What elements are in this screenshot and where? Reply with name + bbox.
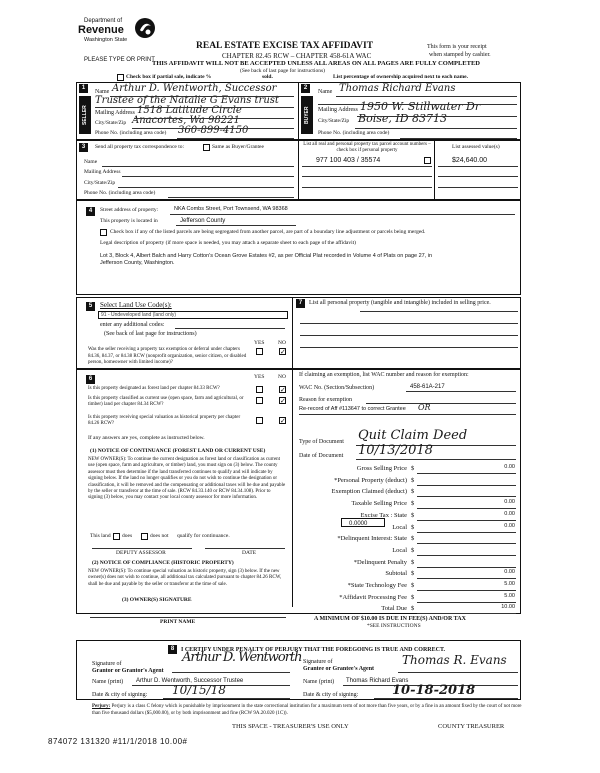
buyer-name-label: Name <box>318 89 333 95</box>
exemption-claim-label: If claiming an exemption, list WAC number and reason for exemption: <box>299 372 469 378</box>
assessed-header: List assessed value(s) <box>452 144 500 150</box>
notice-2-title: (2) NOTICE OF COMPLIANCE (HISTORIC PROPERTY) <box>92 560 234 566</box>
land-use-q1-yes[interactable] <box>256 348 263 355</box>
tax-row-label: Local <box>392 523 407 531</box>
minimum-note: A MINIMUM OF $10.00 IS DUE IN FEE(S) AND/OR TAX <box>314 616 466 622</box>
corr-name-label: Name <box>84 159 98 165</box>
tax-row-label: *Delinquent Penalty <box>353 558 407 566</box>
personal-property-text: List all personal property (tangible and intangible) included in selling price. <box>309 300 491 306</box>
dor-logo <box>78 14 158 50</box>
county-treasurer: COUNTY TREASURER <box>438 723 505 730</box>
section-4-badge: 4 <box>86 207 95 216</box>
does-not-qualify-checkbox[interactable] <box>141 533 148 540</box>
tax-row-value[interactable]: 0.00 <box>504 522 515 529</box>
qualify-label: qualify for continuance. <box>177 533 230 539</box>
tax-row-value[interactable]: 0.00 <box>504 499 515 506</box>
land-does-label: This land <box>90 533 111 539</box>
segregated-label: Check box if any of the listed parcels are being segregated from another parcel, are part of a boundary line adjustment or parcels being merged. <box>110 229 426 235</box>
notice-2-body: NEW OWNER(S): To continue special valuation as historic property, sign (3) below. If the new owner(s) does not wish to continue, all additional tax calculated pursuant to chapter 84.26 RCW, shall be due and payable by the seller or transferor at the time of sale. <box>88 569 282 587</box>
tax-row-dollar: $ <box>411 570 415 578</box>
legal-description-1[interactable]: Lot 3, Block 4, Albert Balch and Harry Cotton's Ocean Grove Estates #2, as per Official Plat recorded in Volume 4 of Plats on page 27, in <box>100 253 433 259</box>
tax-row-dollar: $ <box>411 535 415 543</box>
ownership-note: List percentage of ownership acquired next to each name. <box>333 74 468 80</box>
doc-type-label: Type of Document <box>299 439 344 445</box>
grantor-date-label: Date & city of signing: <box>92 692 148 698</box>
grantor-signature[interactable]: Arthur D. Wentworth <box>182 650 302 665</box>
forest-q1: Is this property designated as forest land per chapter 84.33 RCW? <box>88 386 220 391</box>
corr-phone-label: Phone No. (including area code) <box>84 190 156 196</box>
wac-value[interactable]: 458-61A-217 <box>410 384 445 390</box>
dor-swirl-icon <box>134 16 156 40</box>
tax-row-dollar: $ <box>411 465 415 472</box>
forest-q2: Is this property classified as current use (open space, farm and agricultural, or timber) land per chapter 84.34 RCW? <box>88 396 244 407</box>
seller-city[interactable]: Anacortes, Wa 98221 <box>132 115 240 126</box>
forest-any-yes: If any answers are yes, complete as instructed below. <box>88 435 205 441</box>
grantee-name[interactable]: Thomas Richard Evans <box>346 678 409 684</box>
land-use-label: Select Land Use Code(s): <box>100 301 172 309</box>
certify-text: I CERTIFY UNDER PENALTY OF PERJURY THAT THE FOREGOING IS TRUE AND CORRECT. <box>181 647 446 653</box>
dept-of-label: Department of <box>84 18 123 24</box>
assessed-value[interactable]: $24,640.00 <box>452 157 488 164</box>
tax-row-value[interactable]: 5.00 <box>504 581 515 587</box>
seller-name-2[interactable]: Trustee of the Natalie G Evans trust <box>95 95 279 106</box>
personal-property-checkbox-1[interactable] <box>424 157 431 164</box>
section-2-badge: 2 <box>301 84 310 93</box>
land-use-q1-no[interactable]: ✓ <box>280 348 286 356</box>
land-use-code: 91 - Undeveloped land (land only) <box>101 312 177 318</box>
tax-row-value[interactable]: 0.00 <box>504 464 515 470</box>
washington-state-label: Washington State <box>84 37 128 43</box>
seller-mailing[interactable]: 1518 Latitude Circle <box>137 105 242 116</box>
sold-label: sold. <box>262 74 273 80</box>
reason-label: Reason for exemption <box>299 397 352 403</box>
same-as-buyer-checkbox[interactable] <box>203 144 210 151</box>
tax-row-dollar: $ <box>411 605 415 613</box>
grantee-sig-label-1: Signature of <box>303 659 333 665</box>
grantee-signature[interactable]: Thomas R. Evans <box>402 653 507 667</box>
section-5-badge: 5 <box>86 302 95 311</box>
does-not-label: does not <box>150 533 169 539</box>
form-warning: THIS AFFIDAVIT WILL NOT BE ACCEPTED UNLESS ALL AREAS ON ALL PAGES ARE FULLY COMPLETED <box>152 60 480 67</box>
forest-q1-yes[interactable] <box>256 386 263 393</box>
tax-row-label: Taxable Selling Price <box>351 500 407 508</box>
tax-row-label: Gross Selling Price <box>356 465 407 472</box>
grantor-name[interactable]: Arthur D. Wentworth, Successor Trustee <box>136 678 244 684</box>
form-see-back: (See back of last page for instructions) <box>240 68 325 74</box>
form-title: REAL ESTATE EXCISE TAX AFFIDAVIT <box>196 41 374 51</box>
grantee-date[interactable]: 10-18-2018 <box>392 683 476 698</box>
tax-row-dollar: $ <box>411 593 415 601</box>
land-use-code-field[interactable] <box>98 311 288 319</box>
section-7-badge: 7 <box>296 299 305 308</box>
forest-q2-yes[interactable] <box>256 397 263 404</box>
tax-row-value[interactable]: 10.00 <box>501 604 515 611</box>
buyer-city[interactable]: Boise, ID 83713 <box>358 112 448 125</box>
segregated-checkbox[interactable] <box>100 229 107 236</box>
doc-date-value[interactable]: 10/13/2018 <box>358 443 433 458</box>
forest-q2-no[interactable]: ✓ <box>280 397 286 405</box>
tax-row-label: *Personal Property (deduct) <box>334 476 407 484</box>
notice-1-title: (1) NOTICE OF CONTINUANCE (FOREST LAND OR CURRENT USE) <box>90 448 266 454</box>
exemption-question: Was the seller receiving a property tax exemption or deferral under chapters 84.36, 84.37, or 84.38 RCW (nonprofit organization, senior citizen, or disabled person, homeowner with limited income)? <box>88 347 247 365</box>
receipt-note-1: This form is your receipt <box>427 44 487 50</box>
buyer-phone-label: Phone No. (including area code) <box>318 130 390 136</box>
corr-city-label: City/State/Zip <box>84 180 116 186</box>
tax-row-dollar: $ <box>411 476 415 484</box>
tax-row-label: Exemption Claimed (deduct) <box>331 488 407 496</box>
street-label: Street address of property: <box>100 207 159 213</box>
seller-side-label: SELLER GRANTOR <box>79 96 91 134</box>
notice-1-body: NEW OWNER(S): To continue the current designation as forest land or classification as current use (open space, farm and agriculture, or timber) land, you must sign on (3) below. The county assessor must then determine if the land transferred continues to qualify and will indicate by signing below. If the land no longer qualifies or you do not wish to continue the designation or classification, it will be removed and the compensating or additional taxes will be due and payable by the seller or transferor at the time of sale. (RCW 84.33.140 or RCW 84.34.108). Prior to signing (3) below, you may contact your local county assessor for more information. <box>88 457 286 501</box>
correspondence-label: Send all property tax correspondence to: <box>95 144 185 150</box>
grantor-date[interactable]: 10/15/18 <box>172 683 226 697</box>
additional-codes-label: enter any additional codes: <box>100 322 165 328</box>
recording-stamp: 874072 131320 #11/1/2018 10.00# <box>48 737 188 746</box>
deputy-date-label: DATE <box>242 550 257 556</box>
section-6-badge: 6 <box>86 375 95 384</box>
county-label: This property is located in <box>100 218 158 224</box>
print-note: PLEASE TYPE OR PRINT <box>84 57 155 63</box>
tax-row-dollar: $ <box>411 546 415 554</box>
forest-q3: Is this property receiving special valuation as historical property per chapter 84.26 RCW? <box>88 415 241 426</box>
tax-row-dollar: $ <box>411 488 415 496</box>
tax-row-dollar: $ <box>411 523 415 531</box>
form-chapter: CHAPTER 82.45 RCW – CHAPTER 458-61A WAC <box>222 52 372 60</box>
tax-row-dollar: $ <box>411 582 415 589</box>
tax-row-value[interactable]: 5.00 <box>504 592 515 599</box>
grantor-name-label: Name (print) <box>92 679 124 685</box>
receipt-note-2: when stamped by cashier. <box>429 52 491 58</box>
deputy-assessor-label: DEPUTY ASSESSOR <box>116 550 166 556</box>
buyer-side-label: BUYER GRANTEE <box>301 96 313 134</box>
forest-q3-yes[interactable] <box>256 417 263 424</box>
tax-row-dollar: $ <box>411 511 415 519</box>
does-label: does <box>122 533 133 539</box>
tax-row-label: Local <box>392 546 407 554</box>
grantee-sig-label-2: Grantee or Grantee's Agent <box>303 666 375 672</box>
forest-q1-no[interactable]: ✓ <box>280 386 286 394</box>
parcel-header: List all real and personal property tax parcel account numbers – check box if personal property <box>303 142 431 153</box>
tax-row-dollar: $ <box>411 558 415 566</box>
parcel-number[interactable]: 977 100 403 / 35574 <box>316 157 381 164</box>
tax-row-label: *State Technology Fee <box>347 582 407 589</box>
doc-type-value[interactable]: Quit Claim Deed <box>358 428 468 443</box>
tax-row-dollar: $ <box>411 500 415 508</box>
tax-row-label: Total Due <box>381 605 407 613</box>
tax-row-label: Subtotal <box>385 570 407 578</box>
tax-row-label: Excise Tax : State <box>360 511 407 519</box>
forest-no-header: NO <box>278 374 286 380</box>
local-rate-box[interactable] <box>341 518 385 527</box>
tax-row-value[interactable]: 0.00 <box>504 569 515 576</box>
print-name-label: PRINT NAME <box>160 619 196 625</box>
section-3-badge: 3 <box>79 143 88 152</box>
see-instructions: *SEE INSTRUCTIONS <box>367 623 421 629</box>
doc-date-label: Date of Document <box>299 453 344 459</box>
county-value[interactable]: Jefferson County <box>180 218 226 224</box>
grantor-sig-label-2: Grantor or Grantor's Agent <box>92 668 164 674</box>
perjury-text <box>92 704 522 717</box>
tax-row-label: *Affidavit Processing Fee <box>339 593 407 601</box>
forest-q3-no[interactable]: ✓ <box>280 417 286 425</box>
perjury-body: Perjury is a class C felony which is punishable by imprisonment in the state correctional institution for a maximum term of not more than five years, or by a fine in an amount fixed by the court of not more than five thousand dollars ($5,000.00), or by both imprisonment and fine (RCW 9A.20.020 (1C)). <box>92 704 522 716</box>
seller-phone-label: Phone No. (including area code) <box>95 130 167 136</box>
land-use-no-header: NO <box>278 340 286 346</box>
reason-handwritten[interactable]: OR <box>418 403 431 412</box>
revenue-wordmark: Revenue <box>78 24 124 36</box>
section-8-badge: 8 <box>168 645 177 654</box>
forest-yes-header: YES <box>254 374 265 380</box>
seller-name-label: Name <box>95 89 110 95</box>
seller-mailing-label: Mailing Address <box>95 110 135 116</box>
seller-phone[interactable]: 360-899-4150 <box>178 125 249 136</box>
wac-label: WAC No. (Section/Subsection) <box>299 385 375 391</box>
land-use-see-back: (See back of last page for instructions) <box>104 331 197 337</box>
local-rate: 0.0000 <box>349 520 368 527</box>
buyer-name[interactable]: Thomas Richard Evans <box>339 83 456 94</box>
corr-mailing-label: Mailing Address <box>84 169 121 175</box>
partial-sale-label: Check box if partial sale, indicate % <box>126 74 212 80</box>
perjury-label: Perjury: <box>92 704 111 709</box>
seller-city-label: City/State/Zip <box>95 120 127 126</box>
buyer-mailing-label: Mailing Address <box>318 107 358 113</box>
partial-sale-checkbox[interactable] <box>117 74 124 81</box>
buyer-mailing[interactable]: 1950 W. Stillwater Dr <box>360 100 481 113</box>
reason-value[interactable]: Re-record of Aff #113647 to correct Grantee <box>299 406 406 412</box>
land-use-yes-header: YES <box>254 340 265 346</box>
treasurer-use: THIS SPACE - TREASURER'S USE ONLY <box>232 723 349 730</box>
buyer-city-label: City/State/Zip <box>318 118 350 124</box>
tax-row-value[interactable]: 0.00 <box>504 510 515 517</box>
tax-row-label: *Delinquent Interest: State <box>337 535 407 543</box>
seller-name[interactable]: Arthur D. Wentworth, Successor <box>112 83 277 94</box>
does-qualify-checkbox[interactable] <box>113 533 120 540</box>
legal-description-2[interactable]: Jefferson County, Washington. <box>100 260 175 266</box>
legal-label: Legal description of property (if more space is needed, you may attach a separate sheet to each page of the affidavit) <box>100 240 356 246</box>
grantee-date-label: Date & city of signing: <box>303 692 359 698</box>
grantee-name-label: Name (print) <box>303 679 335 685</box>
owner-signature-label: (3) OWNER(S) SIGNATURE <box>122 597 192 603</box>
grantor-sig-label-1: Signature of <box>92 661 122 667</box>
same-as-buyer-label: Same as Buyer/Grantee <box>212 144 264 150</box>
street-address[interactable]: NKA Combs Street, Port Townsend, WA 98368 <box>174 206 288 212</box>
section-1-badge: 1 <box>79 84 88 93</box>
